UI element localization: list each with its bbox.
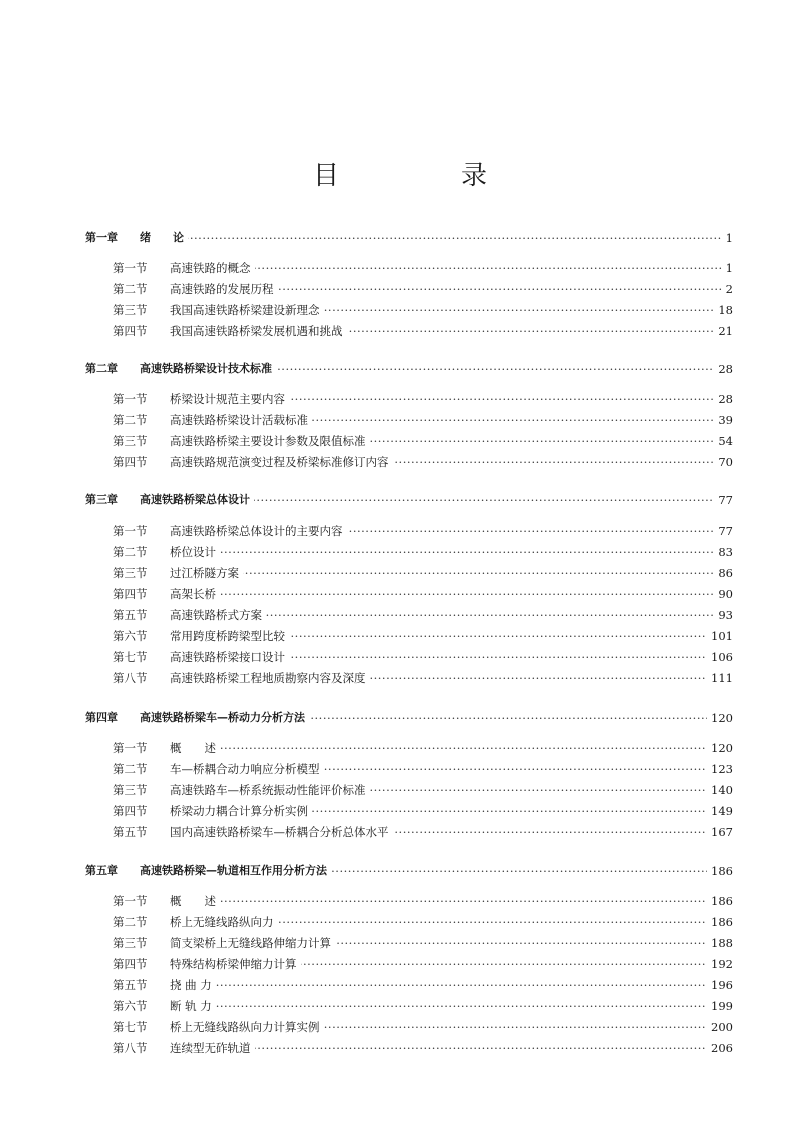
section-title: 高速铁路桥梁设计活载标准: [170, 411, 312, 429]
page-number: 186: [707, 862, 733, 880]
page-number: 1: [722, 229, 733, 247]
section-number: 第一节: [113, 261, 148, 275]
toc-section-row[interactable]: [0, 606, 800, 624]
section-title: 简支梁桥上无缝线路伸缩力计算: [170, 934, 335, 952]
section-title: 桥上无缝线路纵向力: [170, 913, 278, 931]
section-title: 高速铁路规范演变过程及桥梁标准修订内容: [170, 453, 393, 471]
section-number: 第二节: [113, 762, 148, 776]
page-number: 120: [707, 709, 733, 727]
leader-dots: [170, 739, 730, 757]
section-title: 国内高速铁路桥梁车—桥耦合分析总体水平: [170, 823, 393, 841]
page-number: 28: [714, 390, 733, 408]
section-number: 第八节: [113, 671, 148, 685]
toc-section-row[interactable]: [0, 781, 800, 799]
section-title: 桥上无缝线路纵向力计算实例: [170, 1018, 324, 1036]
toc-section-row[interactable]: [0, 390, 800, 408]
section-title: 概 述: [170, 739, 220, 757]
page-number: 206: [707, 1039, 733, 1057]
toc-section-row[interactable]: [0, 259, 800, 277]
page-number: 196: [707, 976, 733, 994]
section-number: 第三节: [113, 566, 148, 580]
toc-section-row[interactable]: [0, 322, 800, 340]
page-number: 93: [714, 606, 733, 624]
chapter-title: 高速铁路桥梁车—桥动力分析方法: [140, 709, 309, 727]
chapter-number: 第三章: [85, 493, 118, 506]
page-number: 186: [707, 913, 733, 931]
leader-dots: [170, 997, 730, 1015]
section-number: 第二节: [113, 915, 148, 929]
toc-section-row[interactable]: [0, 802, 800, 820]
toc-section-row[interactable]: [0, 760, 800, 778]
toc-section-row[interactable]: [0, 892, 800, 910]
section-number: 第四节: [113, 804, 148, 818]
page-number: 39: [714, 411, 733, 429]
leader-dots: [170, 976, 730, 994]
toc-section-row[interactable]: [0, 280, 800, 298]
section-title: 断 轨 力: [170, 997, 216, 1015]
toc-section-row[interactable]: [0, 997, 800, 1015]
page-number: 77: [714, 522, 733, 540]
section-number: 第四节: [113, 587, 148, 601]
toc-section-row[interactable]: [0, 739, 800, 757]
page-number: 192: [707, 955, 733, 973]
section-number: 第一节: [113, 741, 148, 755]
section-number: 第四节: [113, 324, 148, 338]
chapter-title: 绪 论: [140, 229, 188, 247]
toc-section-row[interactable]: [0, 648, 800, 666]
section-title: 高速铁路桥梁主要设计参数及限值标准: [170, 432, 370, 450]
leader-dots: [170, 564, 730, 582]
section-number: 第二节: [113, 413, 148, 427]
page-number: 77: [714, 491, 733, 509]
section-number: 第七节: [113, 650, 148, 664]
section-title: 桥梁设计规范主要内容: [170, 390, 289, 408]
leader-dots: [170, 892, 730, 910]
section-title: 高速铁路桥梁总体设计的主要内容: [170, 522, 347, 540]
toc-section-row[interactable]: [0, 1039, 800, 1057]
section-title: 高速铁路的概念: [170, 259, 255, 277]
section-number: 第三节: [113, 936, 148, 950]
toc-section-row[interactable]: [0, 411, 800, 429]
section-number: 第三节: [113, 303, 148, 317]
chapter-number: 第二章: [85, 362, 118, 375]
section-number: 第一节: [113, 392, 148, 406]
toc-section-row[interactable]: [0, 669, 800, 687]
chapter-number: 第四章: [85, 711, 118, 724]
section-title: 桥梁动力耦合计算分析实例: [170, 802, 312, 820]
page-number: 188: [707, 934, 733, 952]
section-number: 第七节: [113, 1020, 148, 1034]
section-number: 第四节: [113, 455, 148, 469]
section-number: 第三节: [113, 783, 148, 797]
toc-section-row[interactable]: [0, 1018, 800, 1036]
toc-section-row[interactable]: [0, 543, 800, 561]
section-title: 挠 曲 力: [170, 976, 216, 994]
toc-section-row[interactable]: [0, 585, 800, 603]
toc-section-row[interactable]: [0, 955, 800, 973]
page-number: 21: [714, 322, 733, 340]
page-number: 149: [707, 802, 733, 820]
section-title: 我国高速铁路桥梁建设新理念: [170, 301, 324, 319]
section-number: 第六节: [113, 999, 148, 1013]
section-title: 高速铁路桥梁工程地质勘察内容及深度: [170, 669, 370, 687]
page-number: 186: [707, 892, 733, 910]
page-number: 106: [707, 648, 733, 666]
section-title: 高架长桥: [170, 585, 220, 603]
section-number: 第二节: [113, 545, 148, 559]
page-number: 1: [722, 259, 733, 277]
page-title: 目 录: [312, 161, 535, 191]
section-title: 过江桥隧方案: [170, 564, 243, 582]
page-number: 123: [707, 760, 733, 778]
chapter-number: 第一章: [85, 231, 118, 244]
page-number: 111: [707, 669, 733, 687]
section-number: 第五节: [113, 825, 148, 839]
section-title: 高速铁路车—桥系统振动性能评价标准: [170, 781, 370, 799]
page-number: 83: [714, 543, 733, 561]
toc-section-row[interactable]: [0, 823, 800, 841]
section-number: 第四节: [113, 957, 148, 971]
page-number: 54: [714, 432, 733, 450]
toc-section-row[interactable]: [0, 627, 800, 645]
toc-section-row[interactable]: [0, 913, 800, 931]
section-number: 第五节: [113, 978, 148, 992]
toc-section-row[interactable]: [0, 934, 800, 952]
section-number: 第八节: [113, 1041, 148, 1055]
leader-dots: [170, 585, 730, 603]
toc-chapter-row[interactable]: [0, 229, 800, 247]
page-number: 101: [707, 627, 733, 645]
chapter-title: 高速铁路桥梁设计技术标准: [140, 360, 276, 378]
section-number: 第六节: [113, 629, 148, 643]
page-number: 90: [714, 585, 733, 603]
section-number: 第二节: [113, 282, 148, 296]
toc-section-row[interactable]: [0, 976, 800, 994]
page-number: 167: [707, 823, 733, 841]
toc-section-row[interactable]: [0, 522, 800, 540]
page-number: 120: [707, 739, 733, 757]
toc-chapter-row[interactable]: [0, 862, 800, 880]
page-number: 86: [714, 564, 733, 582]
chapter-number: 第五章: [85, 864, 118, 877]
section-number: 第三节: [113, 434, 148, 448]
page-number: 70: [714, 453, 733, 471]
page-number: 18: [714, 301, 733, 319]
section-title: 高速铁路的发展历程: [170, 280, 278, 298]
toc-chapter-row[interactable]: [0, 491, 800, 509]
section-title: 桥位设计: [170, 543, 220, 561]
chapter-title: 高速铁路桥梁总体设计: [140, 491, 254, 509]
page-number: 140: [707, 781, 733, 799]
section-title: 常用跨度桥跨梁型比较: [170, 627, 289, 645]
page-number: 199: [707, 997, 733, 1015]
toc-chapter-row[interactable]: [0, 709, 800, 727]
toc-section-row[interactable]: [0, 564, 800, 582]
section-number: 第五节: [113, 608, 148, 622]
leader-dots: [170, 543, 730, 561]
page-number: 28: [714, 360, 733, 378]
toc-section-row[interactable]: [0, 301, 800, 319]
section-title: 我国高速铁路桥梁发展机遇和挑战: [170, 322, 347, 340]
section-title: 特殊结构桥梁伸缩力计算: [170, 955, 301, 973]
section-number: 第一节: [113, 524, 148, 538]
section-title: 车—桥耦合动力响应分析模型: [170, 760, 324, 778]
section-title: 高速铁路桥梁接口设计: [170, 648, 289, 666]
toc-chapter-row[interactable]: [0, 360, 800, 378]
page-number: 200: [707, 1018, 733, 1036]
section-title: 连续型无砟轨道: [170, 1039, 255, 1057]
chapter-title: 高速铁路桥梁—轨道相互作用分析方法: [140, 862, 331, 880]
section-title: 高速铁路桥式方案: [170, 606, 266, 624]
page-number: 2: [722, 280, 733, 298]
leader-dots: [140, 229, 730, 247]
toc-section-row[interactable]: [0, 432, 800, 450]
toc-section-row[interactable]: [0, 453, 800, 471]
section-number: 第一节: [113, 894, 148, 908]
section-title: 概 述: [170, 892, 220, 910]
